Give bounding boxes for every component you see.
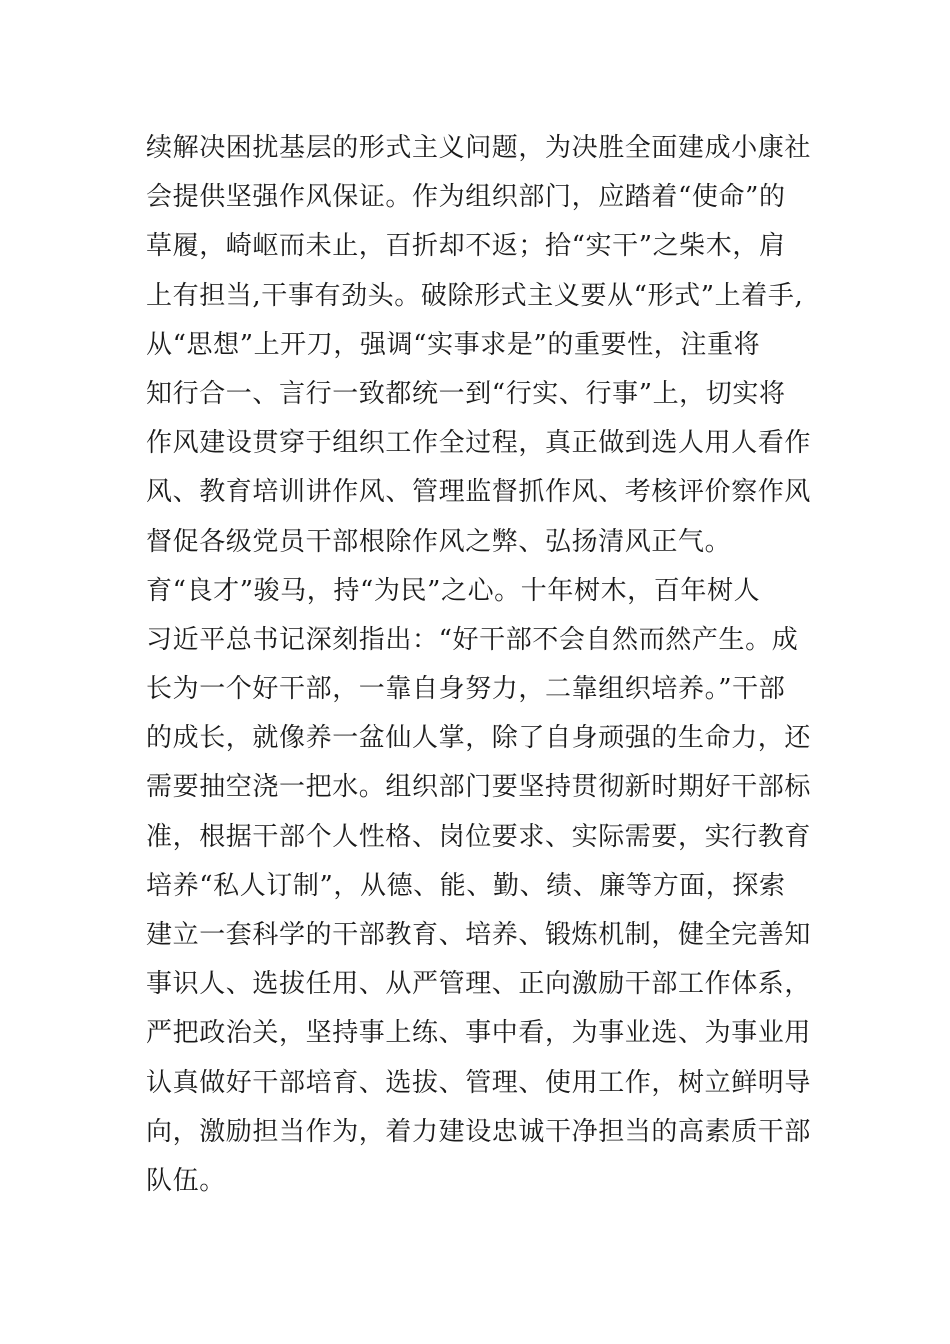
text-line: 从“思想”上开刀，强调“实事求是”的重要性，注重将	[146, 329, 761, 360]
text-line: 风、教育培训讲作风、管理监督抓作风、考核评价察作风	[146, 477, 812, 508]
text-line: 育“良才”骏马，持“为民”之心。十年树木，百年树人	[146, 575, 761, 606]
text-line: 上有担当,干事有劲头。破除形式主义要从“形式”上着手,	[146, 280, 804, 311]
text-line: 建立一套科学的干部教育、培养、锻炼机制，健全完善知	[146, 920, 812, 950]
text-line: 会提供坚强作风保证。作为组织部门，应踏着“使命”的	[146, 182, 786, 213]
text-line: 的成长，就像养一盆仙人掌，除了自身顽强的生命力，还	[146, 723, 812, 754]
text-line: 培养“私人订制”，从德、能、勤、绩、廉等方面，探索	[146, 870, 786, 901]
text-line: 严把政治关，坚持事上练、事中看，为事业选、为事业用	[146, 1018, 812, 1049]
body-text	[146, 124, 836, 1206]
text-line: 需要抽空浇一把水。组织部门要坚持贯彻新时期好干部标	[146, 772, 812, 803]
text-line: 知行合一、言行一致都统一到“行实、行事”上，切实将	[146, 378, 786, 409]
text-line: 队伍。	[146, 1165, 226, 1196]
text-line: 督促各级党员干部根除作风之弊、弘扬清风正气。	[146, 526, 732, 557]
text-line: 作风建设贯穿于组织工作全过程，真正做到选人用人看作	[146, 428, 812, 459]
text-line: 长为一个好干部，一靠自身努力，二靠组织培养。”干部	[146, 674, 786, 705]
text-line: 续解决困扰基层的形式主义问题，为决胜全面建成小康社	[146, 133, 812, 163]
text-line: 向，激励担当作为，着力建设忠诚干净担当的高素质干部	[146, 1116, 812, 1147]
text-line: 草履，崎岖而未止，百折却不返；拾“实干”之柴木，肩	[146, 231, 786, 262]
text-line: 准，根据干部个人性格、岗位要求、实际需要，实行教育	[146, 821, 812, 852]
text-line: 事识人、选拔任用、从严管理、正向激励干部工作体系，	[146, 969, 812, 1000]
text-line: 认真做好干部培育、选拔、管理、使用工作，树立鲜明导	[146, 1067, 812, 1098]
text-line: 习近平总书记深刻指出：“好干部不会自然而然产生。成	[146, 624, 799, 655]
